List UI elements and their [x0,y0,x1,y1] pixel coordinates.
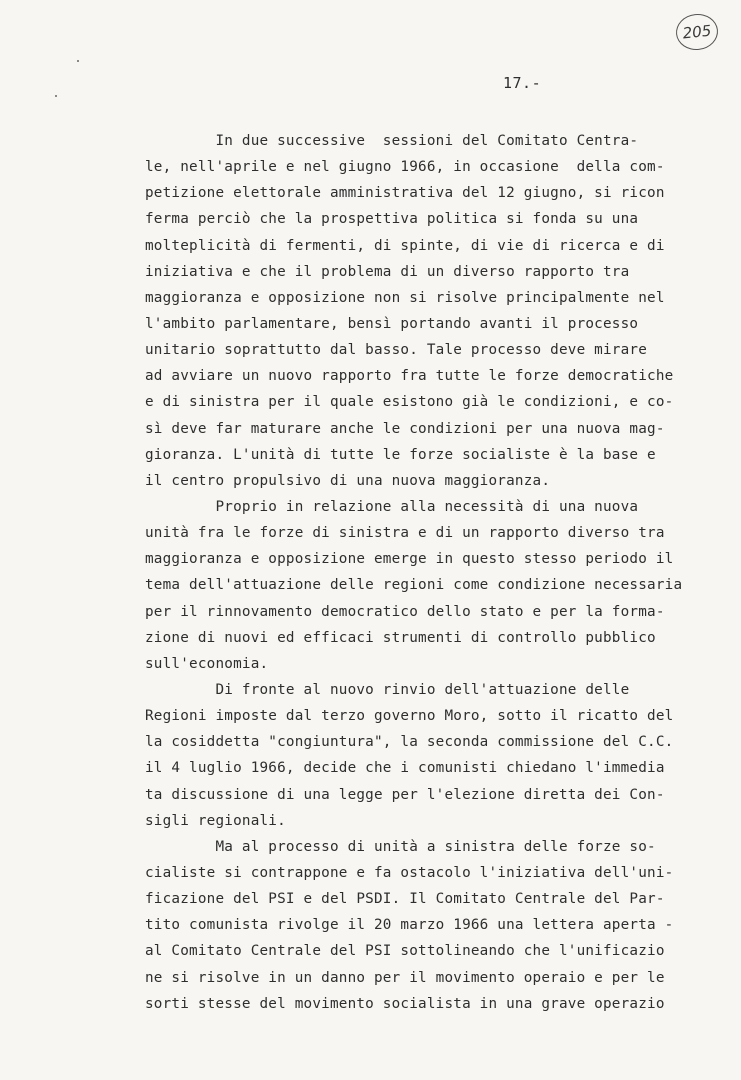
paper-speck [55,95,57,97]
text-line: al Comitato Centrale del PSI sottolineando che l'unificazio [145,943,665,960]
text-line: unità fra le forze di sinistra e di un rapporto diverso tra [145,525,665,542]
text-line: zione di nuovi ed efficaci strumenti di controllo pubblico [145,629,656,646]
text-line: Regioni imposte dal terzo governo Moro, sotto il ricatto del [145,708,674,725]
text-line: tema dell'attuazione delle regioni come condizione necessaria [145,577,683,594]
text-line: maggioranza e opposizione non si risolve principalmente nel [145,289,665,306]
text-line: il centro propulsivo di una nuova maggioranza. [145,472,551,489]
text-line: maggioranza e opposizione emerge in questo stesso periodo il [145,551,674,568]
text-line: sorti stesse del movimento socialista in una grave operazio [145,995,665,1012]
text-line: ne si risolve in un danno per il movimento operaio e per le [145,969,665,986]
text-line: l'ambito parlamentare, bensì portando avanti il processo [145,315,639,332]
text-line: Di fronte al nuovo rinvio dell'attuazione delle [145,681,630,698]
text-line: molteplicità di fermenti, di spinte, di vie di ricerca e di [145,237,665,254]
text-line: il 4 luglio 1966, decide che i comunisti chiedano l'immedia [145,760,665,777]
text-line: iniziativa e che il problema di un diverso rapporto tra [145,263,630,280]
text-line: le, nell'aprile e nel giugno 1966, in occasione della com- [145,159,665,176]
text-line: per il rinnovamento democratico dello stato e per la forma- [145,603,665,620]
text-line: e di sinistra per il quale esistono già le condizioni, e co- [145,394,674,411]
text-line: sì deve far maturare anche le condizioni per una nuova mag- [145,420,665,437]
text-line: gioranza. L'unità di tutte le forze socialiste è la base e [145,446,656,463]
text-line: ficazione del PSI e del PSDI. Il Comitato Centrale del Par- [145,891,665,908]
text-line: tito comunista rivolge il 20 marzo 1966 una lettera aperta - [145,917,674,934]
text-line: petizione elettorale amministrativa del 12 giugno, si ricon [145,185,665,202]
text-line: sigli regionali. [145,812,286,829]
text-line: Ma al processo di unità a sinistra delle forze so- [145,838,656,855]
text-line: ad avviare un nuovo rapporto fra tutte le forze democratiche [145,368,674,385]
text-line: cialiste si contrappone e fa ostacolo l'iniziativa dell'uni- [145,864,674,881]
body-text [145,128,715,1017]
text-line: ta discussione di una legge per l'elezione diretta dei Con- [145,786,665,803]
archive-stamp: 205 [674,12,720,52]
page-number: 17.- [503,74,542,92]
text-line: In due successive sessioni del Comitato Centra- [145,133,639,149]
text-line: Proprio in relazione alla necessità di una nuova [145,498,639,515]
text-line: ferma perciò che la prospettiva politica si fonda su una [145,211,639,228]
text-line: sull'economia. [145,655,269,672]
paper-speck [77,60,79,62]
text-line: unitario soprattutto dal basso. Tale processo deve mirare [145,342,648,359]
text-line: la cosiddetta "congiuntura", la seconda commissione del C.C. [145,734,674,751]
